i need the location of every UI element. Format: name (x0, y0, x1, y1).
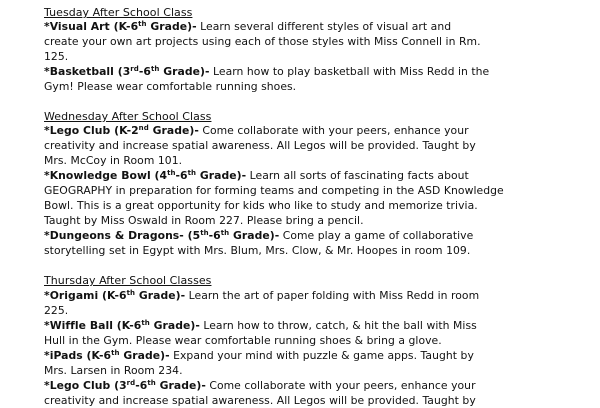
entry-origami: *Origami (K-6th Grade)- Learn the art of paper folding with Miss Redd in room (44, 289, 480, 302)
entry-knowledge-bowl: *Knowledge Bowl (4th-6th Grade)- Learn all sorts of fascinating facts about (44, 169, 469, 182)
entry-title: *iPads (K-6th Grade) (44, 349, 166, 362)
entry-description: Learn how to play basketball with Miss Redd in the (209, 65, 490, 78)
entry-title: *Lego Club (3rd-6th Grade) (44, 379, 202, 392)
description-line: storytelling set in Egypt with Mrs. Blum, Mrs. Clow, & Mr. Hoopes in room 109. (44, 244, 471, 257)
description-line: creativity and increase spatial awareness. All Legos will be provided. Taught by (44, 139, 476, 152)
description-line: 225. (44, 304, 69, 317)
entry-title: *Visual Art (K-6th Grade) (44, 20, 193, 33)
entry-dungeons-dragons: *Dungeons & Dragons- (5th-6th Grade)- Come play a game of collaborative (44, 229, 474, 242)
description-line: create your own art projects using each of those styles with Miss Connell in Rm. (44, 35, 481, 48)
description-line: creativity and increase spatial awareness. All Legos will be provided. Taught by (44, 394, 476, 407)
entry-description: Come collaborate with your peers, enhance your (205, 379, 476, 392)
entry-description: Learn all sorts of fascinating facts about (246, 169, 469, 182)
entry-description: Learn how to throw, catch, & hit the ball with Miss (199, 319, 477, 332)
entry-wiffle-ball: *Wiffle Ball (K-6th Grade)- Learn how to throw, catch, & hit the ball with Miss (44, 319, 477, 332)
entry-title: *Origami (K-6th Grade) (44, 289, 181, 302)
entry-ipads: *iPads (K-6th Grade)- Expand your mind with puzzle & game apps. Taught by (44, 349, 474, 362)
description-line: Hull in the Gym. Please wear comfortable running shoes & bring a glove. (44, 334, 442, 347)
entry-lego-club-k2: *Lego Club (K-2nd Grade)- Come collaborate with your peers, enhance your (44, 124, 469, 137)
description-line: GEOGRAPHY in preparation for forming teams and competing in the ASD Knowledge (44, 184, 504, 197)
description-line: Mrs. Larsen in Room 234. (44, 364, 183, 377)
wednesday-heading: Wednesday After School Class (44, 110, 212, 123)
entry-description: Learn several different styles of visual art and (196, 20, 452, 33)
entry-title: *Knowledge Bowl (4th-6th Grade) (44, 169, 242, 182)
description-line: Mrs. McCoy in Room 101. (44, 154, 183, 167)
description-line: 125. (44, 50, 69, 63)
description-line: Bowl. This is a great opportunity for kids who like to study and memorize trivia. (44, 199, 478, 212)
entry-description: Come collaborate with your peers, enhance your (198, 124, 469, 137)
entry-description: Learn the art of paper folding with Miss Redd in room (185, 289, 480, 302)
description-line: Taught by Miss Oswald in Room 227. Please bring a pencil. (44, 214, 364, 227)
entry-title: *Lego Club (K-2nd Grade) (44, 124, 195, 137)
entry-basketball: *Basketball (3rd-6th Grade)- Learn how to play basketball with Miss Redd in the (44, 65, 490, 78)
entry-visual-art: *Visual Art (K-6th Grade)- Learn several different styles of visual art and (44, 20, 452, 33)
entry-title: *Wiffle Ball (K-6th Grade) (44, 319, 196, 332)
tuesday-heading: Tuesday After School Class (44, 6, 193, 19)
entry-description: Come play a game of collaborative (279, 229, 474, 242)
entry-title: *Dungeons & Dragons- (5th-6th Grade) (44, 229, 275, 242)
description-line: Gym! Please wear comfortable running shoes. (44, 80, 297, 93)
entry-description: Expand your mind with puzzle & game apps. Taught by (169, 349, 474, 362)
entry-title: *Basketball (3rd-6th Grade) (44, 65, 205, 78)
thursday-heading: Thursday After School Classes (44, 274, 212, 287)
entry-lego-club-3-6: *Lego Club (3rd-6th Grade)- Come collaborate with your peers, enhance your (44, 379, 476, 392)
